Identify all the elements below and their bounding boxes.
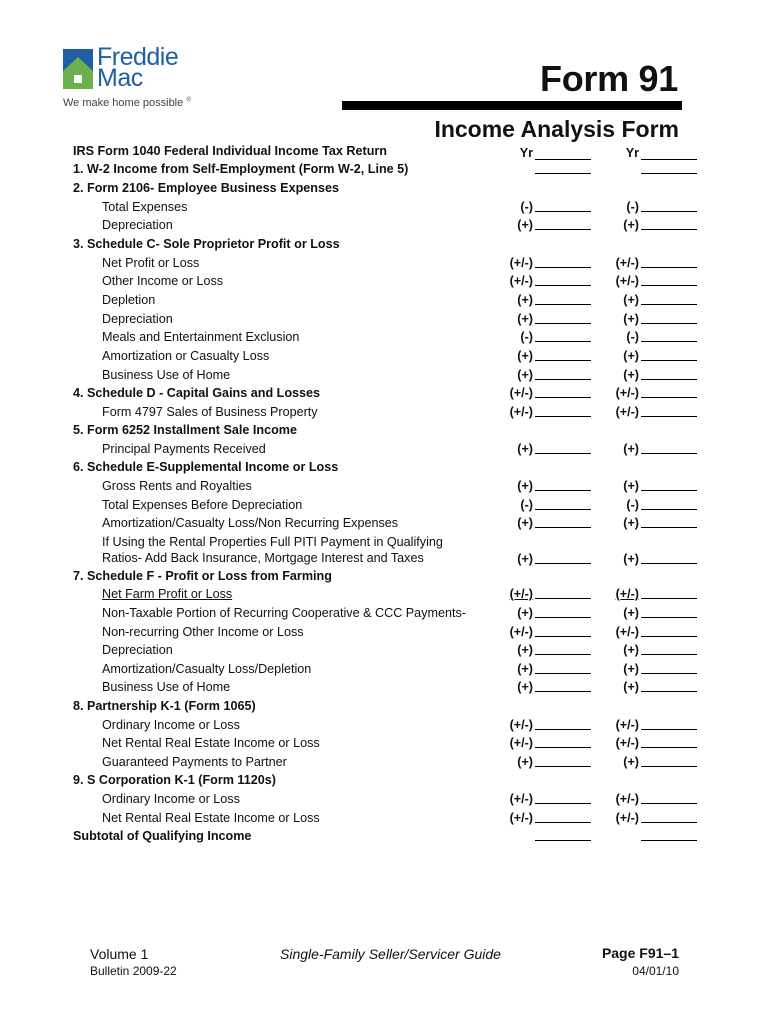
field-yr1[interactable]: (+) [473, 753, 591, 771]
field-yr1[interactable]: (+) [473, 477, 591, 495]
row-section-schedule-e: 6. Schedule E-Supplemental Income or Loss [73, 460, 339, 474]
field-yr2[interactable]: (+) [579, 310, 697, 328]
field-yr2[interactable]: (+) [579, 347, 697, 365]
field-yr1[interactable] [473, 160, 591, 178]
field-yr1[interactable]: (+) [473, 347, 591, 365]
row-section-schedule-c: 3. Schedule C- Sole Proprietor Profit or Loss [73, 237, 340, 251]
row-other-income-loss: Other Income or Loss (+/-) (+/-) [73, 272, 703, 290]
field-yr2[interactable]: (+) [579, 514, 697, 532]
field-yr1[interactable]: (+) [473, 216, 591, 234]
row-section-s-corp-k1: 9. S Corporation K-1 (Form 1120s) [73, 773, 276, 787]
field-yr1[interactable]: (+) [473, 310, 591, 328]
footer-bulletin: Bulletin 2009-22 [90, 964, 177, 978]
house-logo-icon [63, 49, 93, 89]
field-yr2[interactable]: (+/-) [579, 403, 697, 421]
year-column-1[interactable]: Yr [473, 146, 591, 164]
field-yr2[interactable]: (+) [579, 753, 697, 771]
field-yr1[interactable]: (+/-) [473, 384, 591, 402]
row-net-rental-real-estate: Net Rental Real Estate Income or Loss (+/-) (+/-) [73, 809, 703, 827]
field-yr2[interactable]: (+/-) [579, 734, 697, 752]
row-meals-exclusion: Meals and Entertainment Exclusion (-) (-) [73, 328, 703, 346]
row-amortization-casualty: Amortization or Casualty Loss (+) (+) [73, 347, 703, 365]
field-yr1[interactable]: (-) [473, 496, 591, 514]
field-yr1[interactable]: (+) [473, 641, 591, 659]
row-section-partnership-k1: 8. Partnership K-1 (Form 1065) [73, 699, 256, 713]
row-section-2106: 2. Form 2106- Employee Business Expenses [73, 181, 339, 195]
field-yr2[interactable]: (+/-) [579, 585, 697, 603]
field-yr1[interactable]: (+/-) [473, 254, 591, 272]
field-yr2[interactable]: (+) [579, 550, 697, 568]
field-yr2[interactable]: (-) [579, 328, 697, 346]
field-yr2[interactable]: (+/-) [579, 716, 697, 734]
row-amortization-nonrecurring: Amortization/Casualty Loss/Non Recurring Expenses (+) (+) [73, 514, 703, 532]
field-yr2[interactable]: (+) [579, 678, 697, 696]
field-yr1[interactable]: (-) [473, 328, 591, 346]
brand-name: Freddie Mac [97, 43, 179, 92]
field-yr1[interactable]: (+) [473, 291, 591, 309]
row-business-use-home: Business Use of Home (+) (+) [73, 366, 703, 384]
field-yr1[interactable]: (+) [473, 550, 591, 568]
footer-guide-title: Single-Family Seller/Servicer Guide [280, 946, 501, 962]
field-yr1[interactable]: (+) [473, 678, 591, 696]
field-yr2[interactable] [579, 827, 697, 845]
field-yr1[interactable]: (+/-) [473, 809, 591, 827]
row-non-taxable-cooperative: Non-Taxable Portion of Recurring Cooperative & CCC Payments- (+) (+) [73, 604, 703, 622]
row-net-rental-real-estate: Net Rental Real Estate Income or Loss (+/-) (+/-) [73, 734, 703, 752]
row-ordinary-income-loss: Ordinary Income or Loss (+/-) (+/-) [73, 790, 703, 808]
field-yr1[interactable]: (-) [473, 198, 591, 216]
row-total-expenses: Total Expenses (-) (-) [73, 198, 703, 216]
row-net-farm-profit: Net Farm Profit or Loss (+/-) (+/-) [73, 585, 703, 603]
field-yr2[interactable]: (-) [579, 198, 697, 216]
field-yr1[interactable]: (+) [473, 660, 591, 678]
field-yr1[interactable] [473, 827, 591, 845]
row-total-expenses-before-depr: Total Expenses Before Depreciation (-) (-) [73, 496, 703, 514]
field-yr2[interactable]: (+/-) [579, 623, 697, 641]
row-subtotal-qualifying-income: Subtotal of Qualifying Income [73, 827, 703, 845]
row-gross-rents: Gross Rents and Royalties (+) (+) [73, 477, 703, 495]
field-yr1[interactable]: (+/-) [473, 790, 591, 808]
field-yr1[interactable]: (+/-) [473, 272, 591, 290]
row-net-profit-loss: Net Profit or Loss (+/-) (+/-) [73, 254, 703, 272]
row-depreciation: Depreciation (+) (+) [73, 641, 703, 659]
field-yr2[interactable]: (+) [579, 291, 697, 309]
row-section-schedule-f: 7. Schedule F - Profit or Loss from Farming [73, 569, 332, 583]
row-schedule-d: 4. Schedule D - Capital Gains and Losses (+/-) (+/-) [73, 384, 703, 402]
row-guaranteed-payments: Guaranteed Payments to Partner (+) (+) [73, 753, 703, 771]
year-column-2[interactable]: Yr [579, 146, 697, 164]
row-depletion: Depletion (+) (+) [73, 291, 703, 309]
field-yr2[interactable]: (-) [579, 496, 697, 514]
field-yr2[interactable]: (+) [579, 366, 697, 384]
registered-mark: ® [186, 97, 191, 104]
field-yr2[interactable]: (+) [579, 641, 697, 659]
field-yr2[interactable]: (+) [579, 604, 697, 622]
row-amortization-depletion: Amortization/Casualty Loss/Depletion (+) (+) [73, 660, 703, 678]
row-principal-payments: Principal Payments Received (+) (+) [73, 440, 703, 458]
brand-tagline: We make home possible ® [63, 97, 191, 109]
footer-page-number: Page F91–1 [601, 945, 679, 961]
field-yr1[interactable]: (+/-) [473, 585, 591, 603]
field-yr1[interactable]: (+/-) [473, 623, 591, 641]
footer-date: 04/01/10 [632, 964, 679, 978]
form-number: Form 91 [540, 58, 678, 99]
field-yr2[interactable] [579, 160, 697, 178]
form-title: Income Analysis Form [434, 116, 679, 142]
field-yr2[interactable]: (+/-) [579, 790, 697, 808]
field-yr2[interactable]: (+) [579, 440, 697, 458]
source-header: IRS Form 1040 Federal Individual Income Tax Return [73, 144, 387, 158]
field-yr1[interactable]: (+/-) [473, 734, 591, 752]
freddie-mac-logo [63, 43, 233, 117]
field-yr1[interactable]: (+/-) [473, 716, 591, 734]
field-yr2[interactable]: (+/-) [579, 384, 697, 402]
field-yr1[interactable]: (+/-) [473, 403, 591, 421]
field-yr1[interactable]: (+) [473, 366, 591, 384]
row-form-4797: Form 4797 Sales of Business Property (+/-) (+/-) [73, 403, 703, 421]
title-divider-bar [342, 101, 682, 110]
field-yr2[interactable]: (+) [579, 216, 697, 234]
field-yr2[interactable]: (+) [579, 477, 697, 495]
row-w2-income: 1. W-2 Income from Self-Employment (Form W-2, Line 5) [73, 160, 703, 178]
footer-volume: Volume 1 [90, 946, 149, 962]
row-section-6252: 5. Form 6252 Installment Sale Income [73, 423, 297, 437]
field-yr1[interactable]: (+) [473, 440, 591, 458]
field-yr2[interactable]: (+) [579, 660, 697, 678]
field-yr1[interactable]: (+) [473, 514, 591, 532]
row-business-use-home: Business Use of Home (+) (+) [73, 678, 703, 696]
row-nonrecurring-other-income: Non-recurring Other Income or Loss (+/-) (+/-) [73, 623, 703, 641]
field-yr2[interactable]: (+/-) [579, 254, 697, 272]
field-yr2[interactable]: (+/-) [579, 272, 697, 290]
row-ordinary-income-loss: Ordinary Income or Loss (+/-) (+/-) [73, 716, 703, 734]
row-piti-addback: If Using the Rental Properties Full PITI Payment in Qualifying Ratios- Add Back Insurance, Mortgage Interest and Taxes (+) (+) [73, 534, 703, 568]
row-depreciation: Depreciation (+) (+) [73, 310, 703, 328]
field-yr1[interactable]: (+) [473, 604, 591, 622]
field-yr2[interactable]: (+/-) [579, 809, 697, 827]
row-depreciation: Depreciation (+) (+) [73, 216, 703, 234]
